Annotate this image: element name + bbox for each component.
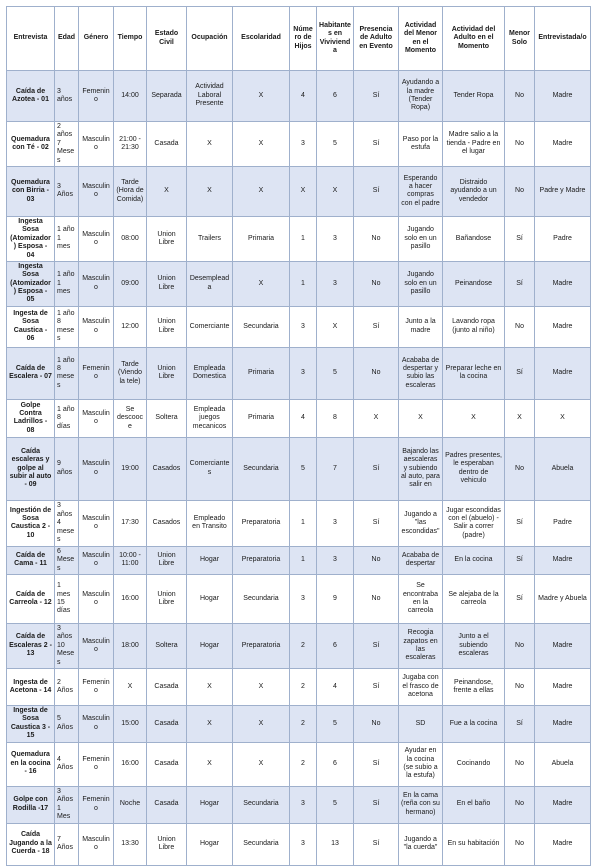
table-row — [7, 742, 591, 786]
table-cell: Secundaria — [233, 306, 290, 347]
table-cell: Sí — [354, 742, 399, 786]
table-cell: Empleada juegos mecanicos — [187, 399, 233, 437]
table-cell: Separada — [147, 71, 187, 122]
table-cell: Golpe Contra Ladrillos - 08 — [7, 399, 55, 437]
table-cell: Fue a la cocina — [443, 705, 505, 742]
interview-table-container — [6, 6, 590, 856]
table-cell: Caída escaleras y golpe al subir al auto - 09 — [7, 437, 55, 500]
table-cell: Se encontraba en la carreola — [399, 575, 443, 624]
table-cell: Acababa de despertar y subio las escaleras — [399, 347, 443, 399]
table-cell: Madre — [535, 71, 591, 122]
table-cell: 7 Años — [55, 823, 79, 865]
table-cell: Primaria — [233, 399, 290, 437]
table-cell: No — [505, 437, 535, 500]
table-cell: 6 — [317, 71, 354, 122]
table-header — [7, 7, 591, 71]
table-cell: 2 Años — [55, 668, 79, 705]
table-cell: 3 Años — [55, 166, 79, 216]
table-cell: 4 Años — [55, 742, 79, 786]
table-cell: X — [233, 71, 290, 122]
table-row — [7, 437, 591, 500]
table-cell: No — [354, 705, 399, 742]
table-cell: 5 Años — [55, 705, 79, 742]
table-cell: Masculino — [79, 122, 114, 167]
table-row — [7, 71, 591, 122]
header-cell: Número de Hijos — [290, 7, 317, 71]
table-row — [7, 624, 591, 669]
table-cell: En la cama (reña con su hermano) — [399, 786, 443, 823]
table-cell: Madre — [535, 306, 591, 347]
table-cell: 1 — [290, 500, 317, 546]
table-cell: Ingestión de Sosa Caustica 2 - 10 — [7, 500, 55, 546]
table-cell: 12:00 — [114, 306, 147, 347]
table-cell: Recogia zapatos en las escaleras — [399, 624, 443, 669]
table-row — [7, 261, 591, 306]
table-cell: Union Libre — [147, 306, 187, 347]
table-cell: 08:00 — [114, 216, 147, 261]
table-cell: Preparatoria — [233, 624, 290, 669]
table-row — [7, 500, 591, 546]
table-cell: Caída de Escaleras 2 - 13 — [7, 624, 55, 669]
table-cell: No — [505, 742, 535, 786]
table-cell: 14:00 — [114, 71, 147, 122]
table-cell: Lavando ropa (junto al niño) — [443, 306, 505, 347]
table-cell: Jugaba con el frasco de acetona — [399, 668, 443, 705]
table-cell: Casada — [147, 742, 187, 786]
table-cell: Tarde (Viendo la tele) — [114, 347, 147, 399]
table-row — [7, 823, 591, 865]
table-cell: Madre — [535, 624, 591, 669]
table-row — [7, 306, 591, 347]
table-cell: X — [354, 399, 399, 437]
table-cell: Sí — [354, 122, 399, 167]
table-cell: 4 — [290, 399, 317, 437]
table-cell: Sí — [505, 575, 535, 624]
table-row — [7, 166, 591, 216]
table-cell: Sí — [505, 546, 535, 574]
table-cell: 1 — [290, 216, 317, 261]
table-cell: Empleada Domestica — [187, 347, 233, 399]
table-cell: 5 — [317, 786, 354, 823]
table-cell: 6 Meses — [55, 546, 79, 574]
table-cell: Hogar — [187, 575, 233, 624]
table-cell: Madre — [535, 705, 591, 742]
table-cell: Peinandose, frente a ellas — [443, 668, 505, 705]
table-cell: No — [354, 546, 399, 574]
table-cell: Distraido ayudando a un vendedor — [443, 166, 505, 216]
table-cell: No — [505, 122, 535, 167]
table-cell: 3 años — [55, 71, 79, 122]
table-cell: 2 — [290, 705, 317, 742]
table-cell: Masculino — [79, 437, 114, 500]
table-cell: 3 — [290, 122, 317, 167]
table-cell: Preparatoria — [233, 500, 290, 546]
table-cell: Jugando a "la cuerda" — [399, 823, 443, 865]
table-cell: X — [114, 668, 147, 705]
table-cell: X — [443, 399, 505, 437]
table-cell: Padres presentes, le esperaban dentro de vehiculo — [443, 437, 505, 500]
table-cell: Sí — [505, 347, 535, 399]
table-cell: Femenino — [79, 742, 114, 786]
table-cell: Abuela — [535, 742, 591, 786]
table-cell: Femenino — [79, 71, 114, 122]
table-cell: Union Libre — [147, 216, 187, 261]
table-cell: Masculino — [79, 575, 114, 624]
table-cell: Femenino — [79, 668, 114, 705]
interview-table — [6, 6, 591, 866]
table-cell: Esperando a hacer compras con el padre — [399, 166, 443, 216]
table-cell: Casada — [147, 122, 187, 167]
table-cell: X — [187, 705, 233, 742]
table-cell: X — [317, 306, 354, 347]
table-cell: 3 — [290, 306, 317, 347]
table-cell: X — [399, 399, 443, 437]
table-cell: No — [505, 71, 535, 122]
table-cell: Caída de Azotea - 01 — [7, 71, 55, 122]
table-cell: Peinandose — [443, 261, 505, 306]
table-cell: Tender Ropa — [443, 71, 505, 122]
table-cell: Madre — [535, 786, 591, 823]
table-row — [7, 705, 591, 742]
table-cell: Masculino — [79, 261, 114, 306]
table-cell: X — [187, 122, 233, 167]
header-cell: Género — [79, 7, 114, 71]
table-cell: Sí — [354, 166, 399, 216]
header-cell: Entrevista — [7, 7, 55, 71]
table-cell: Sí — [354, 71, 399, 122]
table-cell: 2 — [290, 668, 317, 705]
table-cell: En la cocina — [443, 546, 505, 574]
table-cell: 9 años — [55, 437, 79, 500]
table-cell: X — [187, 668, 233, 705]
table-cell: Femenino — [79, 347, 114, 399]
table-cell: Secundaria — [233, 823, 290, 865]
table-cell: Ingesta de Sosa Caustica - 06 — [7, 306, 55, 347]
table-cell: 7 — [317, 437, 354, 500]
table-cell: 21:00 - 21:30 — [114, 122, 147, 167]
table-row — [7, 786, 591, 823]
table-cell: 1 año 8 días — [55, 399, 79, 437]
table-cell: Se descooce — [114, 399, 147, 437]
table-cell: Madre — [535, 546, 591, 574]
table-cell: 3 — [290, 347, 317, 399]
table-cell: Padre — [535, 216, 591, 261]
header-cell: Entrevistada/o — [535, 7, 591, 71]
table-cell: Secundaria — [233, 437, 290, 500]
table-cell: Quemadura con Té - 02 — [7, 122, 55, 167]
table-cell: Sí — [505, 705, 535, 742]
table-cell: 1 — [290, 261, 317, 306]
header-row — [7, 7, 591, 71]
table-cell: Sí — [354, 786, 399, 823]
table-cell: X — [317, 166, 354, 216]
table-cell: Ayudando a la madre (Tender Ropa) — [399, 71, 443, 122]
table-cell: No — [505, 823, 535, 865]
table-cell: 3 Años 1 Mes — [55, 786, 79, 823]
table-cell: Masculino — [79, 216, 114, 261]
table-cell: X — [187, 166, 233, 216]
table-cell: No — [505, 786, 535, 823]
table-cell: 16:00 — [114, 742, 147, 786]
table-cell: Acababa de despertar — [399, 546, 443, 574]
table-cell: 3 — [290, 575, 317, 624]
table-cell: Trailers — [187, 216, 233, 261]
table-cell: Empleado en Transito — [187, 500, 233, 546]
table-cell: En el baño — [443, 786, 505, 823]
table-cell: 2 — [290, 742, 317, 786]
table-cell: X — [233, 122, 290, 167]
table-cell: 1 año 8 meses — [55, 306, 79, 347]
table-cell: Madre — [535, 122, 591, 167]
table-cell: Actividad Laboral Presente — [187, 71, 233, 122]
table-body — [7, 71, 591, 866]
table-cell: Union Libre — [147, 261, 187, 306]
table-cell: Golpe con Rodilla -17 — [7, 786, 55, 823]
table-cell: 1 año 1 mes — [55, 261, 79, 306]
header-cell: Tiempo — [114, 7, 147, 71]
table-cell: 1 mes 15 días — [55, 575, 79, 624]
table-cell: No — [354, 261, 399, 306]
table-cell: Bañandose — [443, 216, 505, 261]
table-cell: Noche — [114, 786, 147, 823]
table-cell: Masculino — [79, 546, 114, 574]
table-row — [7, 399, 591, 437]
header-cell: Estado Civil — [147, 7, 187, 71]
table-cell: Hogar — [187, 786, 233, 823]
table-cell: X — [535, 399, 591, 437]
table-cell: Ingesta Sosa (Atomizador) Esposa - 04 — [7, 216, 55, 261]
table-cell: Masculino — [79, 166, 114, 216]
table-cell: X — [233, 668, 290, 705]
table-cell: Sí — [354, 823, 399, 865]
table-cell: Sí — [354, 668, 399, 705]
table-cell: Ingesta Sosa (Atomizador) Esposa - 05 — [7, 261, 55, 306]
table-cell: Primaria — [233, 347, 290, 399]
table-cell: 3 — [317, 500, 354, 546]
table-cell: 09:00 — [114, 261, 147, 306]
table-cell: Caída de Carreola - 12 — [7, 575, 55, 624]
table-cell: Masculino — [79, 500, 114, 546]
table-cell: Desempleada — [187, 261, 233, 306]
table-cell: Madre salio a la tienda - Padre en el lugar — [443, 122, 505, 167]
table-cell: X — [233, 705, 290, 742]
table-cell: Casados — [147, 437, 187, 500]
table-cell: 6 — [317, 624, 354, 669]
table-cell: 1 año 8 meses — [55, 347, 79, 399]
table-row — [7, 122, 591, 167]
table-cell: 19:00 — [114, 437, 147, 500]
table-cell: Ayudar en la cocina (se subio a la estufa) — [399, 742, 443, 786]
table-cell: Femenino — [79, 786, 114, 823]
table-cell: Sí — [354, 437, 399, 500]
table-cell: 1 año 1 mes — [55, 216, 79, 261]
table-cell: Madre y Abuela — [535, 575, 591, 624]
table-cell: 2 — [290, 624, 317, 669]
table-cell: No — [505, 624, 535, 669]
header-cell: Menor Solo — [505, 7, 535, 71]
table-cell: Cocinando — [443, 742, 505, 786]
table-cell: Comerciantes — [187, 437, 233, 500]
table-cell: 18:00 — [114, 624, 147, 669]
table-cell: Padre — [535, 500, 591, 546]
table-cell: SD — [399, 705, 443, 742]
table-cell: Casada — [147, 705, 187, 742]
table-cell: No — [354, 575, 399, 624]
table-cell: Preparar leche en la cocina — [443, 347, 505, 399]
header-cell: Escolaridad — [233, 7, 290, 71]
table-cell: Comerciante — [187, 306, 233, 347]
header-cell: Presencia de Adulto en Evento — [354, 7, 399, 71]
table-row — [7, 575, 591, 624]
table-cell: Casada — [147, 786, 187, 823]
table-cell: Soltera — [147, 624, 187, 669]
header-cell: Ocupación — [187, 7, 233, 71]
table-cell: Sí — [505, 216, 535, 261]
table-cell: 5 — [290, 437, 317, 500]
table-cell: Quemadura con Birria - 03 — [7, 166, 55, 216]
table-cell: No — [505, 306, 535, 347]
table-cell: Masculino — [79, 705, 114, 742]
table-cell: Jugando solo en un pasillo — [399, 216, 443, 261]
table-cell: 3 — [317, 216, 354, 261]
table-cell: Madre — [535, 347, 591, 399]
table-cell: Sí — [505, 500, 535, 546]
table-cell: 10:00 - 11:00 — [114, 546, 147, 574]
table-cell: Abuela — [535, 437, 591, 500]
table-cell: 2 años 7 Meses — [55, 122, 79, 167]
table-row — [7, 668, 591, 705]
table-cell: Soltera — [147, 399, 187, 437]
table-cell: 3 — [290, 786, 317, 823]
table-cell: Tarde (Hora de Comida) — [114, 166, 147, 216]
table-cell: 3 — [317, 546, 354, 574]
table-row — [7, 347, 591, 399]
table-cell: 3 años 10 Meses — [55, 624, 79, 669]
header-cell: Actividad del Adulto en el Momento — [443, 7, 505, 71]
table-cell: 16:00 — [114, 575, 147, 624]
table-cell: Caída Jugando a la Cuerda - 18 — [7, 823, 55, 865]
table-cell: Junto a el subiendo escaleras — [443, 624, 505, 669]
table-cell: Union Libre — [147, 575, 187, 624]
table-cell: 4 — [290, 71, 317, 122]
table-cell: 1 — [290, 546, 317, 574]
table-cell: 13 — [317, 823, 354, 865]
header-cell: Habitantes en Vivivienda — [317, 7, 354, 71]
table-cell: No — [354, 347, 399, 399]
table-cell: Junto a la madre — [399, 306, 443, 347]
table-cell: 13:30 — [114, 823, 147, 865]
table-cell: En su habitación — [443, 823, 505, 865]
table-cell: Madre — [535, 261, 591, 306]
table-cell: Preparatoria — [233, 546, 290, 574]
table-cell: 6 — [317, 742, 354, 786]
table-cell: 5 — [317, 705, 354, 742]
table-cell: 3 — [317, 261, 354, 306]
table-cell: Ingesta de Sosa Caustica 3 - 15 — [7, 705, 55, 742]
table-cell: X — [187, 742, 233, 786]
table-cell: Hogar — [187, 624, 233, 669]
table-row — [7, 216, 591, 261]
table-cell: 4 — [317, 668, 354, 705]
table-cell: Primaria — [233, 216, 290, 261]
table-cell: No — [505, 668, 535, 705]
table-cell: X — [505, 399, 535, 437]
table-cell: Hogar — [187, 546, 233, 574]
table-cell: Sí — [354, 624, 399, 669]
table-cell: 9 — [317, 575, 354, 624]
table-cell: Union Libre — [147, 546, 187, 574]
table-cell: Sí — [505, 261, 535, 306]
table-cell: No — [354, 216, 399, 261]
table-cell: Sí — [354, 500, 399, 546]
table-cell: Masculino — [79, 306, 114, 347]
table-cell: 3 — [290, 823, 317, 865]
table-row — [7, 546, 591, 574]
table-cell: Se alejaba de la carreola — [443, 575, 505, 624]
table-cell: Casados — [147, 500, 187, 546]
table-cell: Masculino — [79, 823, 114, 865]
table-cell: Caída de Escalera - 07 — [7, 347, 55, 399]
table-cell: Caída de Cama - 11 — [7, 546, 55, 574]
table-cell: Secundaria — [233, 575, 290, 624]
table-cell: X — [233, 261, 290, 306]
table-cell: Paso por la estufa — [399, 122, 443, 167]
table-cell: Masculino — [79, 399, 114, 437]
table-cell: Secundaria — [233, 786, 290, 823]
table-cell: Madre — [535, 823, 591, 865]
table-cell: X — [233, 742, 290, 786]
table-cell: Madre — [535, 668, 591, 705]
table-cell: Jugar escondidas con el (abuelo) - Salir a correr (padre) — [443, 500, 505, 546]
table-cell: Hogar — [187, 823, 233, 865]
table-cell: Quemadura en la cocina - 16 — [7, 742, 55, 786]
table-cell: 3 años 4 meses — [55, 500, 79, 546]
table-cell: Jugando a "las escondidas" — [399, 500, 443, 546]
table-cell: Bajando las aescaleras y subiendo al auto, para salir en — [399, 437, 443, 500]
table-cell: 15:00 — [114, 705, 147, 742]
table-cell: X — [290, 166, 317, 216]
header-cell: Actividad del Menor en el Momento — [399, 7, 443, 71]
table-cell: 8 — [317, 399, 354, 437]
header-cell: Edad — [55, 7, 79, 71]
table-cell: 17:30 — [114, 500, 147, 546]
table-cell: X — [147, 166, 187, 216]
table-cell: 5 — [317, 347, 354, 399]
table-cell: Masculino — [79, 624, 114, 669]
table-cell: Padre y Madre — [535, 166, 591, 216]
table-cell: Jugando solo en un pasillo — [399, 261, 443, 306]
table-cell: Union Libre — [147, 823, 187, 865]
table-cell: X — [233, 166, 290, 216]
table-cell: 5 — [317, 122, 354, 167]
table-cell: No — [505, 166, 535, 216]
table-cell: Sí — [354, 306, 399, 347]
table-cell: Union Libre — [147, 347, 187, 399]
table-cell: Ingesta de Acetona - 14 — [7, 668, 55, 705]
table-cell: Casada — [147, 668, 187, 705]
